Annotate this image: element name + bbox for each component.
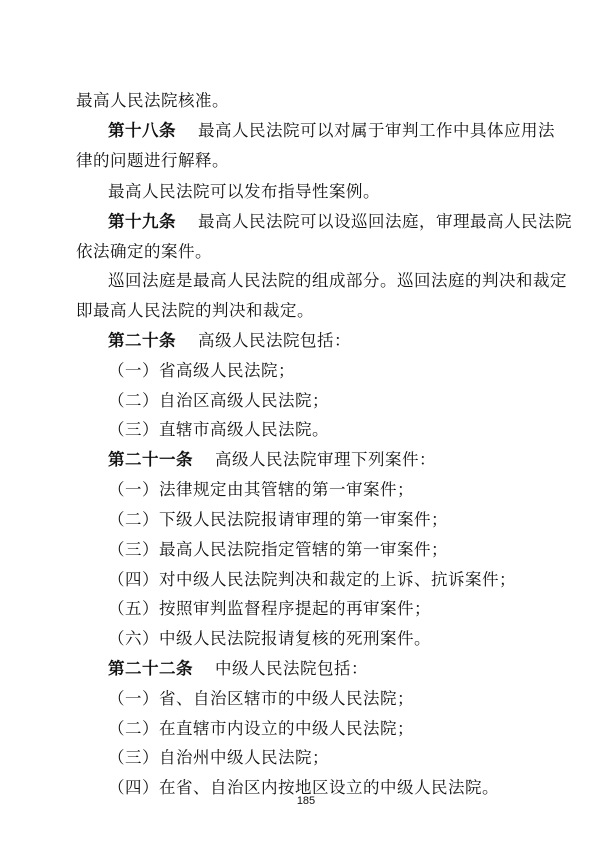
line-text: 最高人民法院核准。: [76, 91, 229, 110]
line-text: （二）下级人民法院报请审理的第一审案件；: [108, 510, 448, 529]
article-20-line: [0, 326, 612, 356]
line-text: 最高人民法院可以设巡回法庭，审理最高人民法院: [198, 212, 572, 231]
line-text: （三）最高人民法院指定管辖的第一审案件；: [108, 540, 448, 559]
list-item: [0, 475, 612, 505]
article-18-line: [0, 116, 612, 146]
line-text: 高级人民法院包括：: [198, 331, 351, 350]
list-item: [0, 505, 612, 535]
line-text: （一）省、自治区辖市的中级人民法院；: [108, 689, 414, 708]
article-heading: 第十九条: [108, 212, 176, 231]
line-text: 依法确定的案件。: [76, 242, 212, 261]
line-text: 即最高人民法院的判决和裁定。: [76, 301, 314, 320]
line-text: （一）省高级人民法院；: [108, 361, 295, 380]
list-item: [0, 415, 612, 445]
article-19-line: [0, 207, 612, 237]
list-item: [0, 535, 612, 565]
article-heading: 第十八条: [108, 121, 176, 140]
line-text: （一）法律规定由其管辖的第一审案件；: [108, 480, 414, 499]
line-text: （五）按照审判监督程序提起的再审案件；: [108, 599, 431, 618]
text-line: [0, 86, 612, 116]
line-text: （六）中级人民法院报请复核的死刑案件。: [108, 629, 431, 648]
line-text: 中级人民法院包括：: [215, 659, 368, 678]
list-item: [0, 356, 612, 386]
list-item: [0, 565, 612, 595]
line-text: 最高人民法院可以发布指导性案例。: [108, 182, 380, 201]
article-21-line: [0, 445, 612, 475]
page-number: 185: [296, 795, 316, 807]
line-text: （四）对中级人民法院判决和裁定的上诉、抗诉案件；: [108, 570, 516, 589]
article-heading: 第二十二条: [108, 659, 193, 678]
line-text: （三）直辖市高级人民法院。: [108, 420, 329, 439]
line-text: 高级人民法院审理下列案件：: [215, 450, 436, 469]
line-text: （二）在直辖市内设立的中级人民法院；: [108, 719, 414, 738]
list-item: [0, 386, 612, 416]
list-item: [0, 743, 612, 773]
line-text: 律的问题进行解释。: [76, 151, 229, 170]
text-line: [0, 237, 612, 267]
text-line: [0, 146, 612, 176]
list-item: [0, 714, 612, 744]
article-22-line: [0, 654, 612, 684]
line-text: （二）自治区高级人民法院；: [108, 391, 329, 410]
list-item: [0, 624, 612, 654]
text-line: [0, 177, 612, 207]
article-heading: 第二十条: [108, 331, 176, 350]
list-item: [0, 594, 612, 624]
line-text: （四）在省、自治区内按地区设立的中级人民法院。: [108, 778, 499, 797]
line-text: （三）自治州中级人民法院；: [108, 748, 329, 767]
text-line: [0, 296, 612, 326]
article-heading: 第二十一条: [108, 450, 193, 469]
line-text: 巡回法庭是最高人民法院的组成部分。巡回法庭的判决和裁定: [108, 271, 567, 290]
list-item: [0, 684, 612, 714]
text-line: [0, 266, 612, 296]
line-text: 最高人民法院可以对属于审判工作中具体应用法: [198, 121, 555, 140]
